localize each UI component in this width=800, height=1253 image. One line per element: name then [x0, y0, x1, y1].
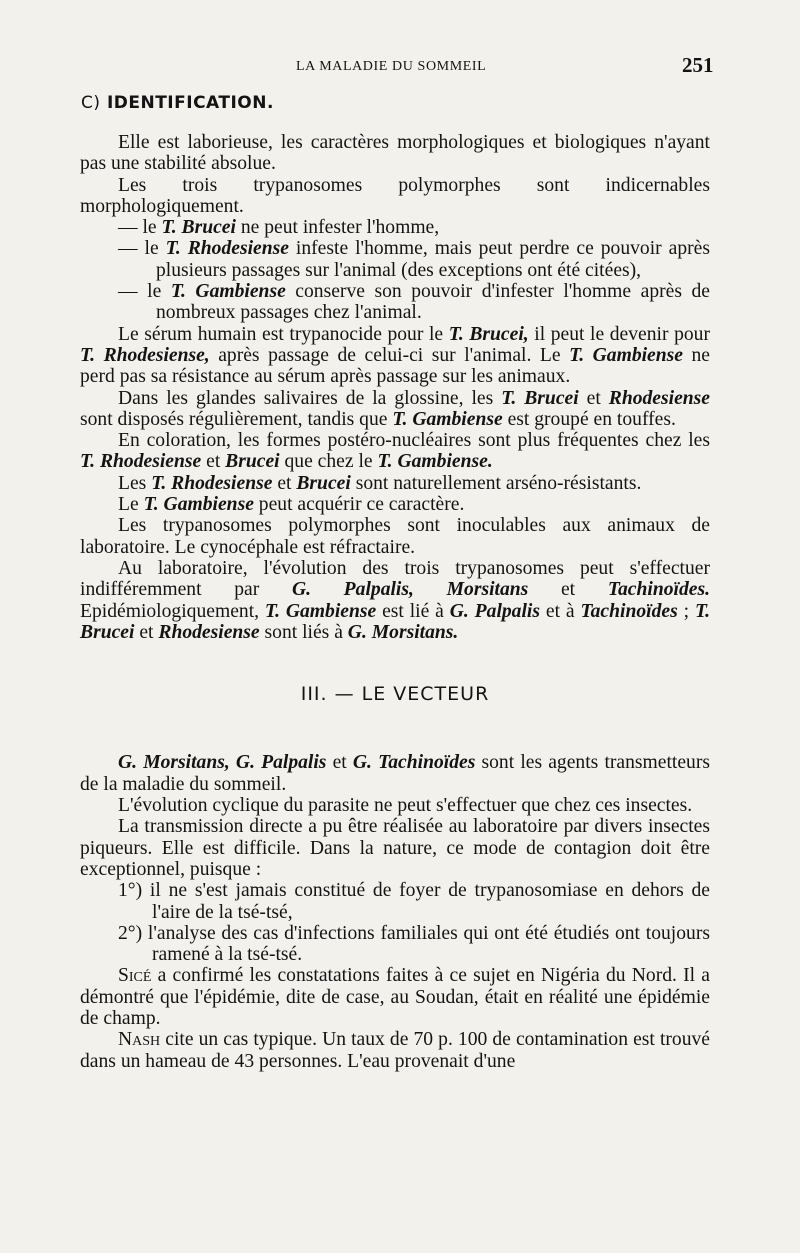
paragraph: En coloration, les formes postéro-nucléaires sont plus fréquentes chez les T. Rhodesiense et Brucei que chez le T. Gambiense. [80, 430, 710, 473]
paragraph: Dans les glandes salivaires de la glossine, les T. Brucei et Rhodesiense sont disposés régulièrement, tandis que T. Gambiense est groupé en touffes. [80, 387, 710, 430]
numbered-item: 1°) il ne s'est jamais constitué de foyer de trypanosomiase en dehors de l'aire de la tsé-tsé, [118, 880, 710, 923]
paragraph: G. Morsitans, G. Palpalis et G. Tachinoïdes sont les agents transmetteurs de la maladie du sommeil. [80, 752, 710, 795]
paragraph: Sicé a confirmé les constatations faites à ce sujet en Nigéria du Nord. Il a démontré que l'épidémie, dite de case, au Soudan, était en réalité une épidémie de champ. [80, 965, 710, 1029]
dash-item: — le T. Rhodesiense infeste l'homme, mais peut perdre ce pouvoir après plusieurs passages sur l'animal (des exceptions ont été citées), [118, 238, 710, 281]
part-title: III. — LE VECTEUR [300, 683, 490, 706]
section-title: IDENTIFICATION. [106, 93, 274, 113]
paragraph: L'évolution cyclique du parasite ne peut s'effectuer que chez ces insectes. [118, 795, 693, 817]
dash-item: — le T. Gambiense conserve son pouvoir d'infester l'homme après de nombreux passages chez l'animal. [118, 281, 710, 324]
dash-item: — le T. Brucei ne peut infester l'homme, [118, 217, 440, 239]
page-number: 251 [682, 53, 714, 77]
paragraph: La transmission directe a pu être réalisée au laboratoire par divers insectes piqueurs. Elle est difficile. Dans la nature, ce mode de contagion doit être exceptionnel, puisque : [80, 816, 710, 880]
body-text [80, 132, 710, 1072]
paragraph: Les trypanosomes polymorphes sont inoculables aux animaux de laboratoire. Le cynocéphale est réfractaire. [80, 515, 710, 558]
paragraph: Elle est laborieuse, les caractères morphologiques et biologiques n'ayant pas une stabilité absolue. [80, 132, 710, 175]
section-heading [81, 93, 274, 113]
author-name: Sicé [118, 965, 152, 987]
author-name: Nash [118, 1029, 161, 1051]
paragraph: Au laboratoire, l'évolution des trois trypanosomes peut s'effectuer indifféremment par G. Palpalis, Morsitans et Tachinoïdes. Epidémiologiquement, T. Gambiense est lié à G. Palpalis et à Tachinoïdes ; T. Brucei et Rhodesiense sont liés à G. Morsitans. [80, 557, 711, 643]
paragraph: Nash cite un cas typique. Un taux de 70 p. 100 de contamination est trouvé dans un hameau de 43 personnes. L'eau provenait d'une [80, 1029, 710, 1072]
paragraph: Le sérum humain est trypanocide pour le T. Brucei, il peut le devenir pour T. Rhodesiense, après passage de celui-ci sur l'animal. Le T. Gambiense ne perd pas sa résistance au sérum après passage sur les animaux. [80, 323, 710, 388]
section-letter: C) [81, 93, 101, 113]
page-header [0, 53, 800, 81]
paragraph: Le T. Gambiense peut acquérir ce caractère. [118, 494, 465, 516]
paragraph: Les T. Rhodesiense et Brucei sont naturellement arséno-résistants. [118, 472, 642, 494]
paragraph: Les trois trypanosomes polymorphes sont indicernables morphologiquement. [80, 174, 710, 217]
running-title: LA MALADIE DU SOMMEIL [296, 59, 487, 74]
numbered-item: 2°) l'analyse des cas d'infections familiales qui ont été étudiés ont toujours ramené à la tsé-tsé. [118, 922, 710, 966]
